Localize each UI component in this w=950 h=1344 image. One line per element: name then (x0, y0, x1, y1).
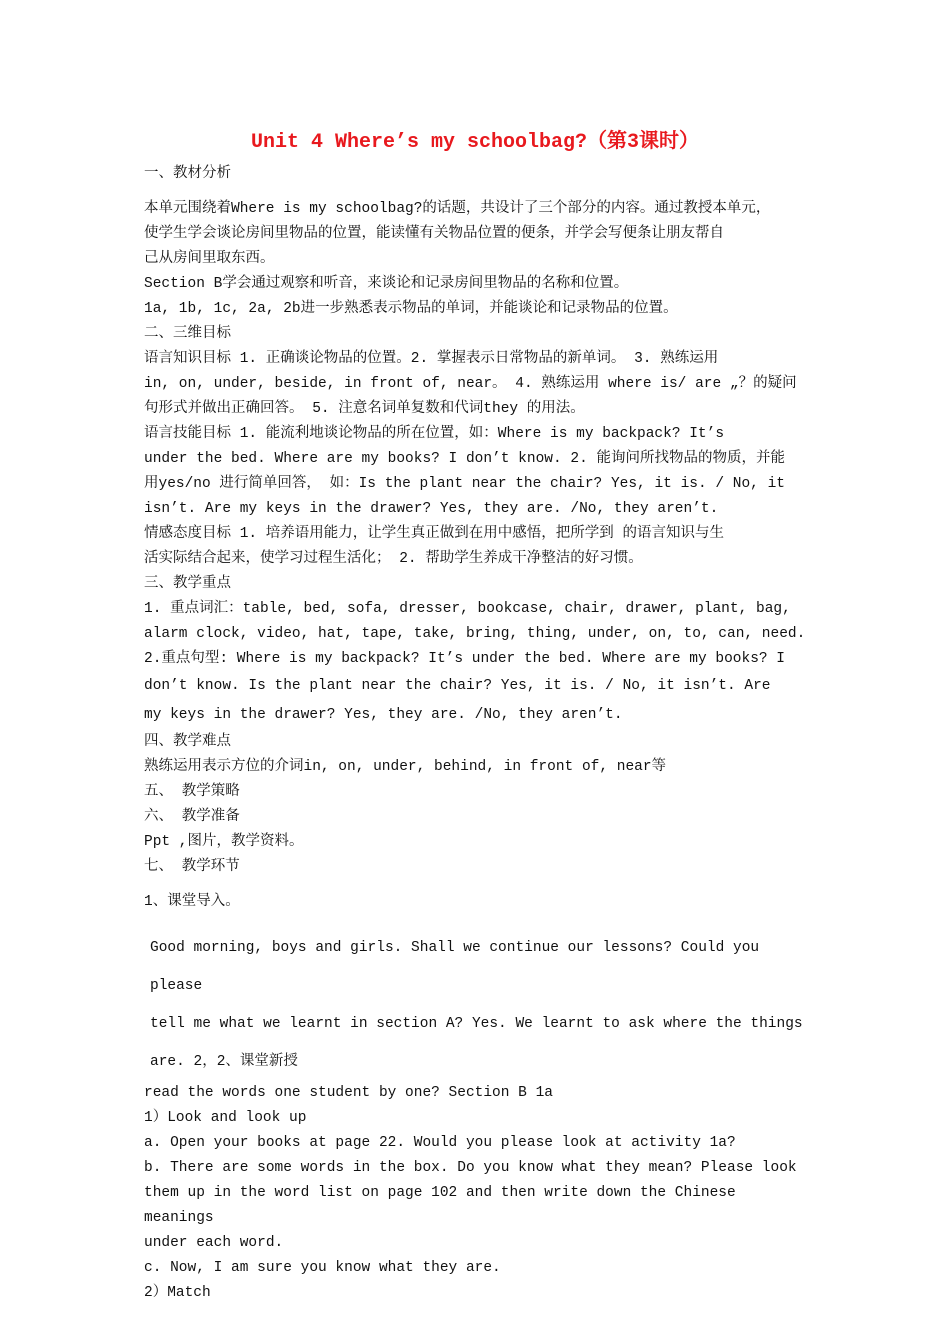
paragraph-line: under each word. (144, 1235, 284, 1251)
section-heading: 七、 教学环节 (144, 859, 240, 875)
step-heading: 1、课堂导入。 (144, 894, 240, 910)
section-heading: 四、教学难点 (144, 734, 231, 750)
section-heading: 二、三维目标 (144, 326, 231, 342)
document-body (144, 162, 809, 1306)
paragraph-line: 1）Look and look up (144, 1110, 307, 1126)
paragraph-line: 用yes/no 进行简单回答， 如：Is the plant near the chair? Yes, it is. / No, it (144, 476, 785, 492)
paragraph-line: in, on, under, beside, in front of, near。 4. 熟练运用 where is/ are „？的疑问 (144, 376, 797, 392)
section-heading: 一、教材分析 (144, 166, 231, 182)
paragraph-line: don’t know. Is the plant near the chair? Yes, it is. / No, it isn’t. Are (144, 678, 771, 694)
paragraph-line: Good morning, boys and girls. Shall we continue our lessons? Could you please (150, 940, 760, 994)
paragraph-line: b. There are some words in the box. Do you know what they mean? Please look (144, 1160, 797, 1176)
paragraph-line: 2）Match (144, 1285, 211, 1301)
paragraph-line: 己从房间里取东西。 (144, 251, 275, 267)
paragraph-line: read the words one student by one? Section B 1a (144, 1085, 553, 1101)
section-heading: 六、 教学准备 (144, 809, 240, 825)
paragraph-line: 2.重点句型: Where is my backpack? It’s under the bed. Where are my books? I (144, 651, 785, 667)
paragraph-line: my keys in the drawer? Yes, they are. /No, they aren’t. (144, 707, 623, 723)
paragraph-line: under the bed. Where are my books? I don’t know. 2. 能询问所找物品的物质，并能 (144, 451, 785, 467)
section-heading: 五、 教学策略 (144, 784, 240, 800)
paragraph-line: 语言知识目标 1. 正确谈论物品的位置。2. 掌握表示日常物品的新单词。 3. 熟练运用 (144, 351, 719, 367)
paragraph-line: a. Open your books at page 22. Would you please look at activity 1a? (144, 1135, 736, 1151)
paragraph-line: Ppt ,图片，教学资料。 (144, 834, 304, 850)
page-title: Unit 4 Where’s my schoolbag?（第3课时） (250, 131, 700, 154)
paragraph-line: c. Now, I am sure you know what they are. (144, 1260, 501, 1276)
paragraph-line: 活实际结合起来，使学习过程生活化； 2. 帮助学生养成干净整洁的好习惯。 (144, 551, 643, 567)
paragraph-line: 语言技能目标 1. 能流利地谈论物品的所在位置，如：Where is my backpack? It’s (144, 426, 725, 442)
paragraph-line: isn’t. Are my keys in the drawer? Yes, they are. /No, they aren’t. (144, 501, 719, 517)
paragraph-line: 1a, 1b, 1c, 2a, 2b进一步熟悉表示物品的单词，并能谈论和记录物品的位置。 (144, 301, 678, 317)
paragraph-line: 情感态度目标 1. 培养语用能力，让学生真正做到在用中感悟，把所学到 的语言知识与生 (144, 526, 725, 542)
paragraph-line: alarm clock, video, hat, tape, take, bring, thing, under, on, to, can, need. (144, 626, 806, 642)
paragraph-line: 熟练运用表示方位的介词in, on, under, behind, in front of, near等 (144, 759, 667, 775)
paragraph-line: are. 2，2、课堂新授 (150, 1054, 298, 1070)
paragraph-line: 句形式并做出正确回答。 5. 注意名词单复数和代词they 的用法。 (144, 401, 585, 417)
paragraph-line: tell me what we learnt in section A? Yes. We learnt to ask where the things (150, 1016, 803, 1032)
paragraph-line: 1. 重点词汇：table, bed, sofa, dresser, bookcase, chair, drawer, plant, bag, (144, 601, 791, 617)
paragraph-line: 本单元围绕着Where is my schoolbag?的话题，共设计了三个部分的内容。通过教授本单元， (144, 201, 771, 217)
paragraph-line: 使学生学会谈论房间里物品的位置，能读懂有关物品位置的便条，并学会写便条让朋友帮自 (144, 226, 724, 242)
section-heading: 三、教学重点 (144, 576, 231, 592)
paragraph-line: Section B学会通过观察和听音，来谈论和记录房间里物品的名称和位置。 (144, 276, 629, 292)
paragraph-line: them up in the word list on page 102 and then write down the Chinese meanings (144, 1185, 736, 1226)
